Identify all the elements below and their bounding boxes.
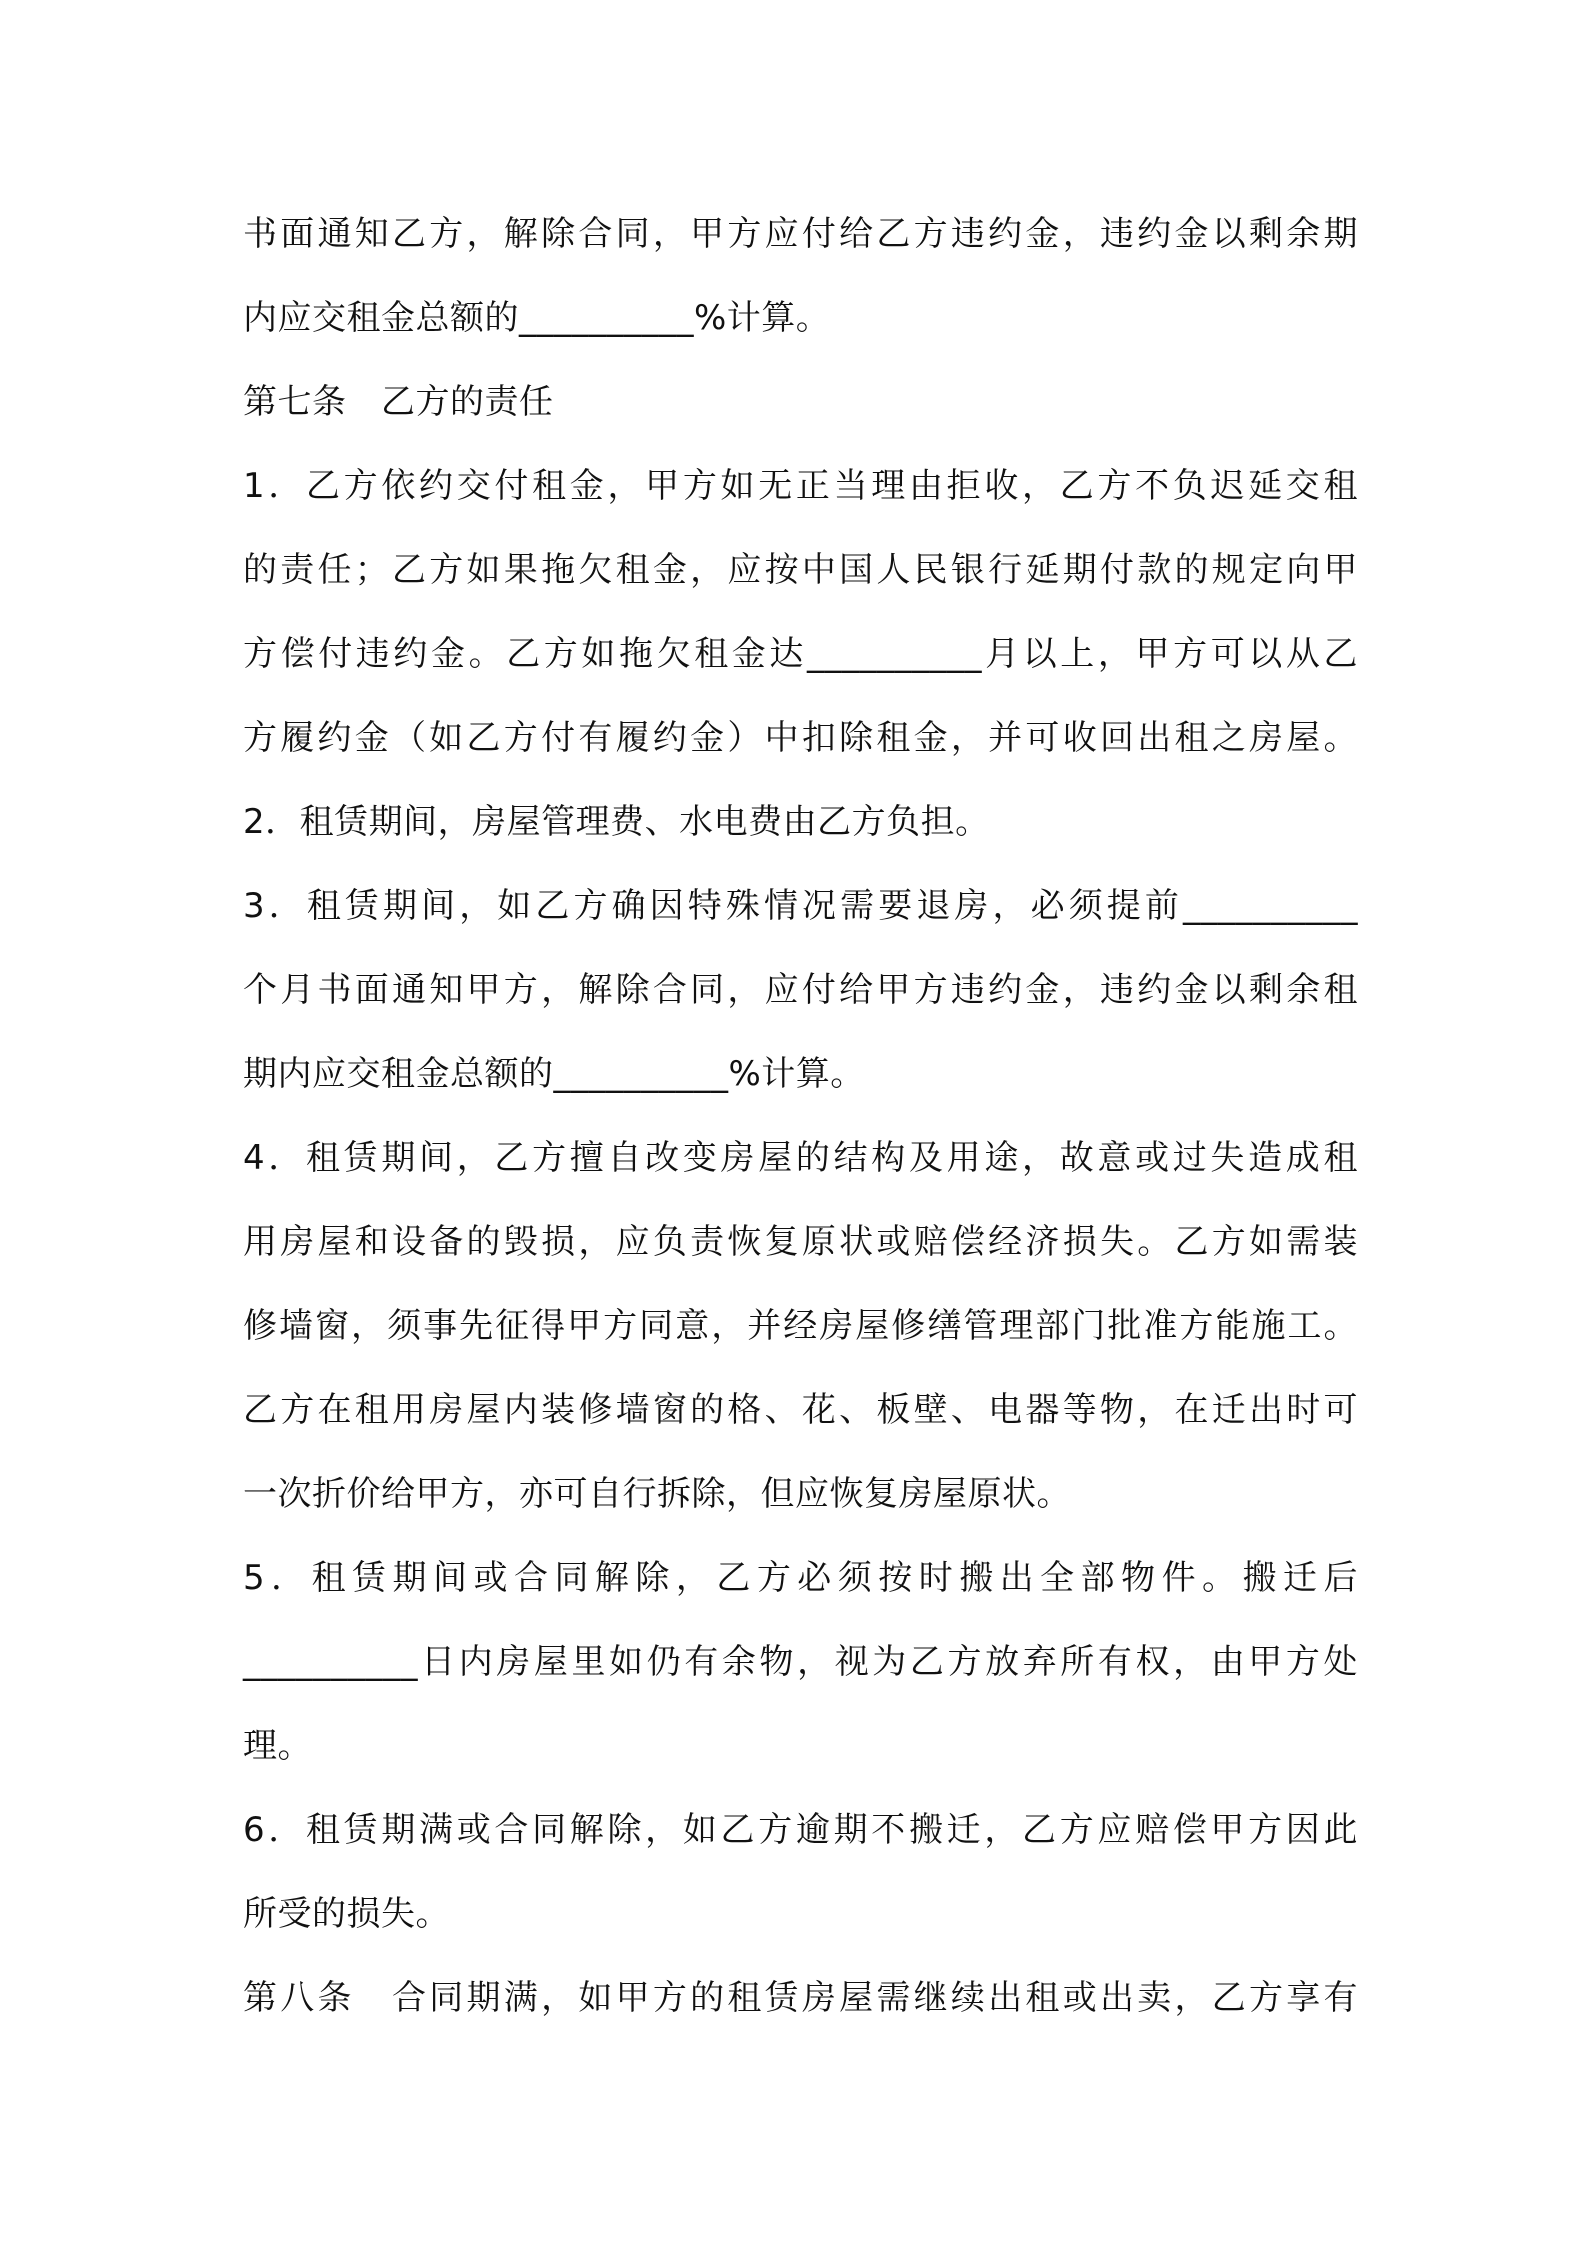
text-line: 书面通知乙方，解除合同，甲方应付给乙方违约金，违约金以剩余期 [243,214,1358,254]
article-7-heading: 第七条 乙方的责任 [243,382,554,422]
text-line: 4．租赁期间，乙方擅自改变房屋的结构及用途，故意或过失造成租 [243,1138,1358,1178]
text-line: 方履约金（如乙方付有履约金）中扣除租金，并可收回出租之房屋。 [243,718,1358,758]
text-line: 乙方在租用房屋内装修墙窗的格、花、板壁、电器等物，在迁出时可 [243,1390,1358,1430]
text-line: 6．租赁期满或合同解除，如乙方逾期不搬迁，乙方应赔偿甲方因此 [243,1810,1358,1850]
text-line: 方偿付违约金。乙方如拖欠租金达__________月以上，甲方可以从乙 [243,634,1358,674]
text-line: __________日内房屋里如仍有余物，视为乙方放弃所有权，由甲方处 [243,1642,1358,1682]
text-line: 一次折价给甲方，亦可自行拆除，但应恢复房屋原状。 [243,1474,1071,1514]
text-line: 1．乙方依约交付租金，甲方如无正当理由拒收，乙方不负迟延交租 [243,466,1358,506]
article-8-heading: 第八条 合同期满，如甲方的租赁房屋需继续出租或出卖，乙方享有 [243,1978,1358,2018]
text-line: 所受的损失。 [243,1894,450,1934]
contract-text [243,192,1358,2040]
text-line: 个月书面通知甲方，解除合同，应付给甲方违约金，违约金以剩余租 [243,970,1358,1010]
text-line: 内应交租金总额的__________%计算。 [243,298,831,338]
text-line: 5．租赁期间或合同解除，乙方必须按时搬出全部物件。搬迁后 [243,1558,1358,1598]
text-line: 2．租赁期间，房屋管理费、水电费由乙方负担。 [243,802,990,842]
text-line: 理。 [243,1726,312,1766]
text-line: 3．租赁期间，如乙方确因特殊情况需要退房，必须提前__________ [243,886,1358,926]
text-line: 的责任；乙方如果拖欠租金，应按中国人民银行延期付款的规定向甲 [243,550,1358,590]
text-line: 期内应交租金总额的__________%计算。 [243,1054,865,1094]
text-line: 修墙窗，须事先征得甲方同意，并经房屋修缮管理部门批准方能施工。 [243,1306,1358,1346]
text-line: 用房屋和设备的毁损，应负责恢复原状或赔偿经济损失。乙方如需装 [243,1222,1358,1262]
